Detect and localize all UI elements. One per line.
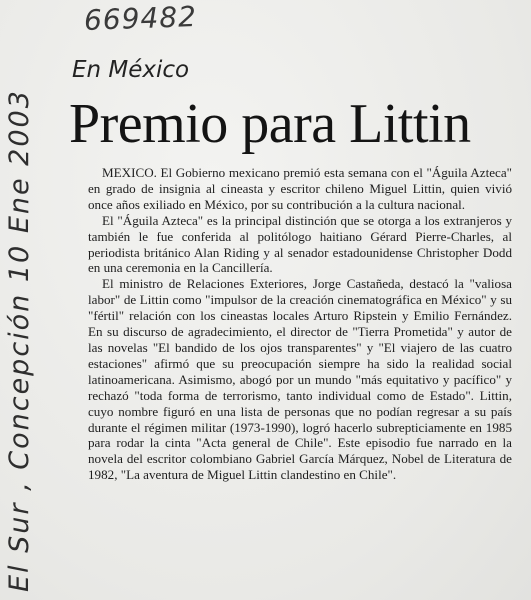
article-paragraph: MEXICO. El Gobierno mexicano premió esta semana con el "Águila Azteca" en grado de insignia al cineasta y escritor chileno Miguel Littin, quien vivió once años exiliado en México, por su contribución a la cultura nacional. (88, 165, 512, 212)
article-paragraph: El ministro de Relaciones Exteriores, Jorge Castañeda, destacó la "valiosa labor" de Littin como "impulsor de la creación cinematográfica en México" y su "fértil" relación con los cineastas locales Arturo Ripstein y Emilio Fernández. En su discurso de agradecimiento, el director de "Tierra Prometida" y autor de las novelas "El bandido de los ojos transparentes" y "El viajero de las cuatro estaciones" afirmó que su preocupación siempre ha sido la realidad social latinoamericana. Asimismo, abogó por un mundo "más equitativo y pacífico" y rechazó "toda forma de terrorismo, tanto individual como de Estado". Littin, cuyo nombre figuró en una lista de personas que no podían regresar a su país durante el régimen militar (1973-1990), logró hacerlo subrepticiamente en 1985 para rodar la cinta "Acta general de Chile". Este episodio fue narrado en la novela del escritor colombiano Gabriel García Márquez, Nobel de Literatura de 1982, "La aventura de Miguel Littin clandestino en Chile". (88, 276, 512, 483)
section-label: En México (72, 57, 190, 83)
handwritten-catalog-number: 669482 (83, 0, 198, 37)
headline: Premio para Littin (69, 93, 471, 155)
article-paragraph: El "Águila Azteca" es la principal distinción que se otorga a los extranjeros y también le fue conferida al politólogo haitiano Gérard Pierre-Charles, al periodista británico Alan Riding y al senador estadounidense Christopher Dodd en una ceremonia en la Cancillería. (88, 212, 512, 276)
handwritten-source-note: El Sur , Concepción 10 Ene 2003 (4, 89, 35, 592)
article-body (88, 165, 512, 483)
